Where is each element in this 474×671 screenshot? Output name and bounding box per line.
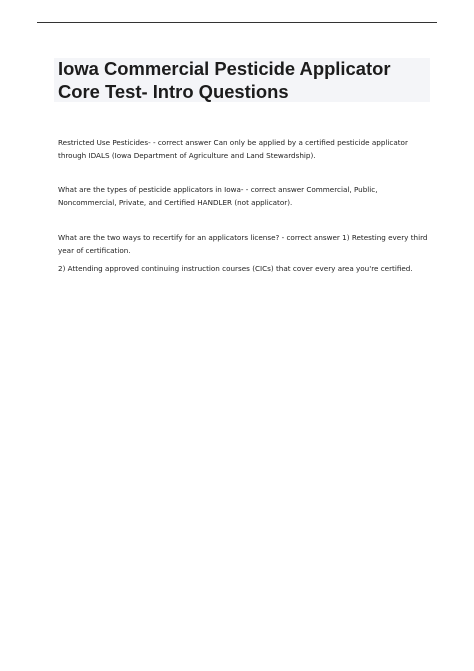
qa-text-line: through IDALS (Iowa Department of Agriculture and Land Stewardship). [58,151,316,160]
top-divider [37,22,437,23]
qa-entry-applicator-types [58,183,428,209]
qa-entry-recertify-continued [58,262,428,275]
qa-entry-recertify [58,231,428,257]
qa-text-line: 2) Attending approved continuing instruction courses (CICs) that cover every area you're certified. [58,264,413,273]
title-line-2: Core Test- Intro Questions [58,81,289,102]
qa-entry-restricted-use [58,136,428,162]
qa-text-line: Noncommercial, Private, and Certified HANDLER (not applicator). [58,198,293,207]
document-title [58,57,438,103]
qa-text-line: Restricted Use Pesticides- - correct answer Can only be applied by a certified pesticide applicator [58,138,408,147]
title-line-1: Iowa Commercial Pesticide Applicator [58,58,391,79]
qa-text-line: What are the types of pesticide applicators in Iowa- - correct answer Commercial, Public, [58,185,378,194]
qa-text-line: What are the two ways to recertify for an applicators license? - correct answer 1) Retesting every third [58,233,428,242]
qa-text-line: year of certification. [58,246,131,255]
